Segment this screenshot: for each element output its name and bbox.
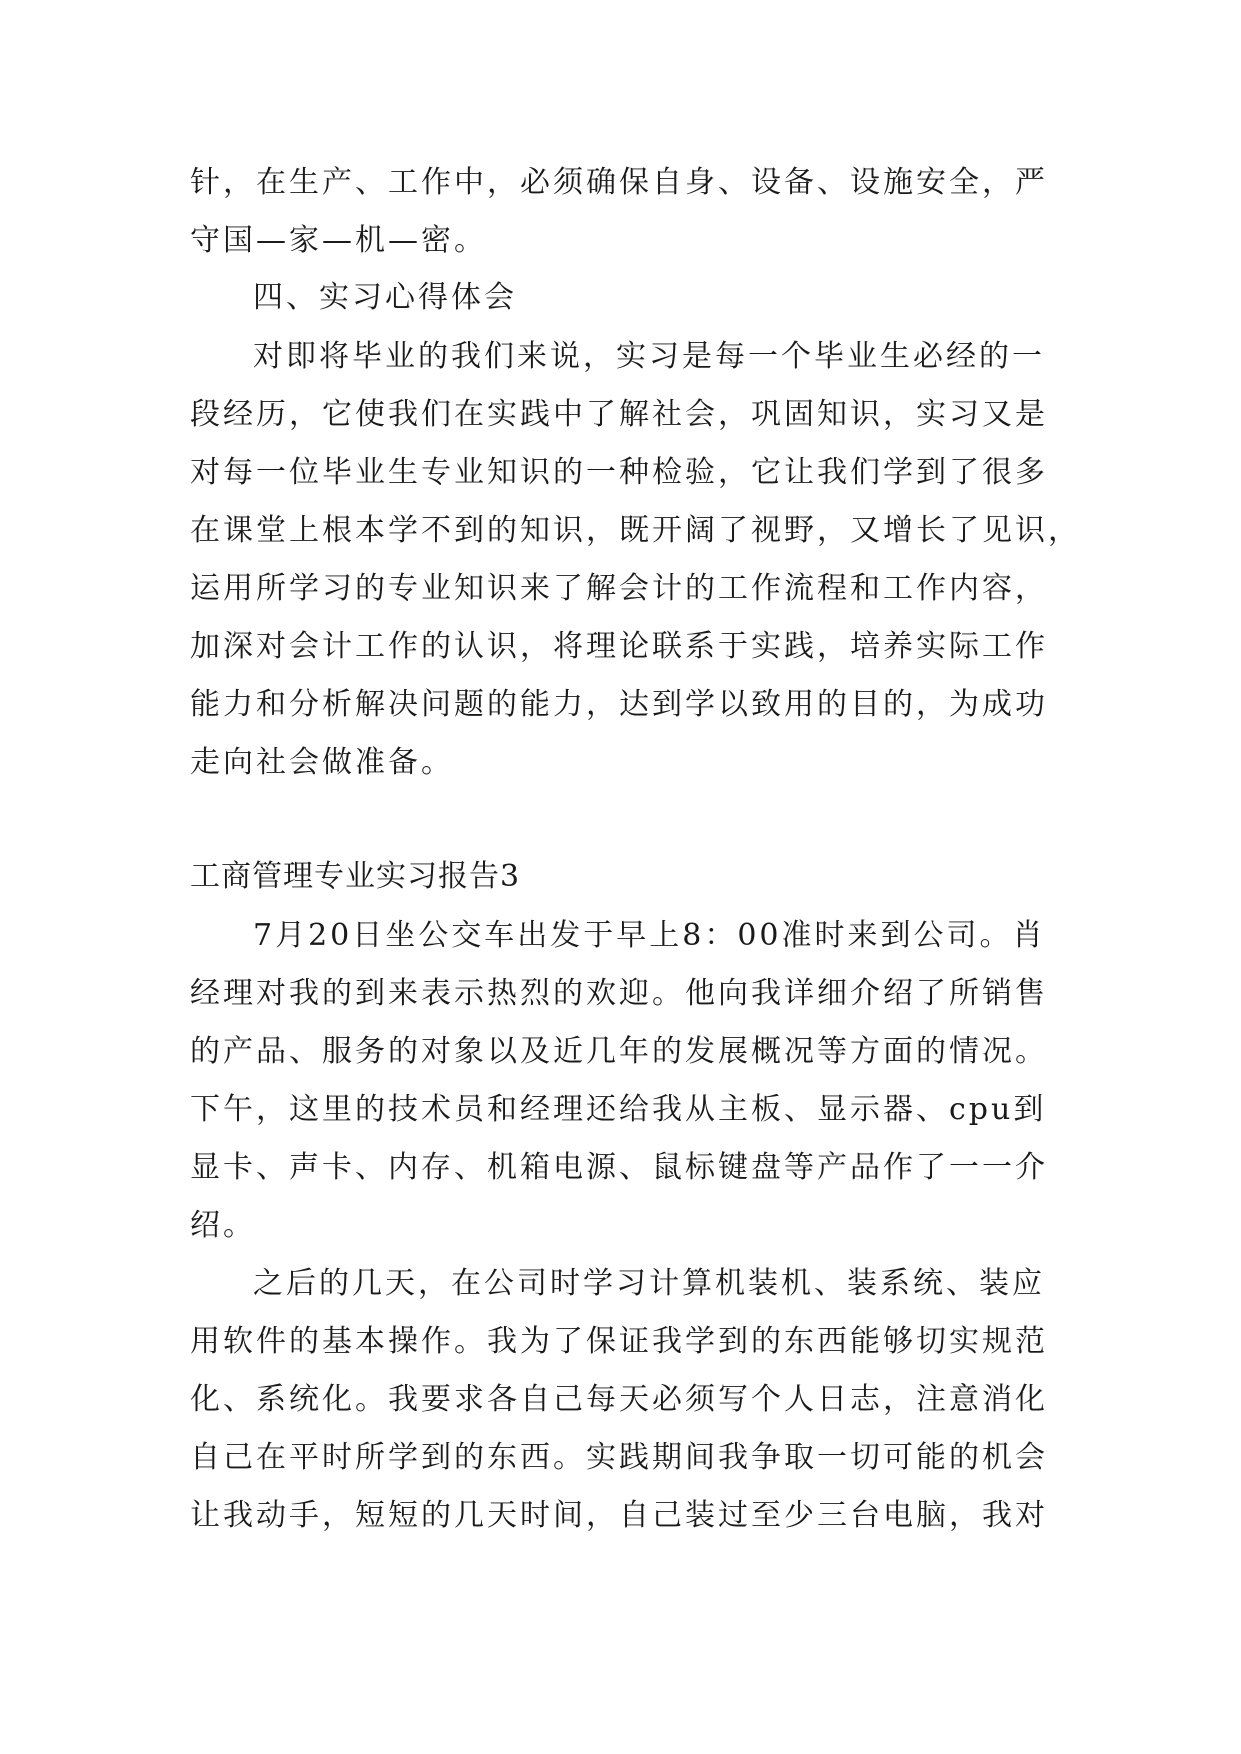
text-line: 对每一位毕业生专业知识的一种检验，它让我们学到了很多 — [190, 455, 1048, 490]
text-line: 绍。 — [190, 1208, 256, 1243]
text-line: 运用所学习的专业知识来了解会计的工作流程和工作内容， — [190, 571, 1048, 606]
text-line: 走向社会做准备。 — [190, 745, 454, 780]
text-line: 段经历，它使我们在实践中了解社会，巩固知识，实习又是 — [190, 397, 1048, 432]
text-line: 化、系统化。我要求各自己每天必须写个人日志，注意消化 — [190, 1382, 1048, 1417]
section-heading: 四、实习心得体会 — [253, 280, 517, 315]
text-line: 经理对我的到来表示热烈的欢迎。他向我详细介绍了所销售 — [190, 976, 1048, 1011]
text-line: 的产品、服务的对象以及近几年的发展概况等方面的情况。 — [190, 1034, 1048, 1069]
text-line: 7月20日坐公交车出发于早上8：00准时来到公司。肖 — [253, 918, 1046, 953]
text-line: 让我动手，短短的几天时间，自己装过至少三台电脑，我对 — [190, 1498, 1048, 1533]
text-line: 对即将毕业的我们来说，实习是每一个毕业生必经的一 — [253, 339, 1045, 374]
text-line: 自己在平时所学到的东西。实践期间我争取一切可能的机会 — [190, 1440, 1048, 1475]
text-line: 下午，这里的技术员和经理还给我从主板、显示器、cpu到 — [190, 1092, 1047, 1127]
text-line: 守国—家—机—密。 — [190, 223, 487, 258]
text-line: 在课堂上根本学不到的知识，既开阔了视野，又增长了见识， — [190, 513, 1081, 548]
text-line: 针，在生产、工作中，必须确保自身、设备、设施安全，严 — [190, 165, 1048, 200]
text-line: 用软件的基本操作。我为了保证我学到的东西能够切实规范 — [190, 1324, 1048, 1359]
text-line: 加深对会计工作的认识，将理论联系于实践，培养实际工作 — [190, 629, 1048, 664]
report-title: 工商管理专业实习报告3 — [190, 859, 521, 894]
text-line: 显卡、声卡、内存、机箱电源、鼠标键盘等产品作了一一介 — [190, 1150, 1048, 1185]
text-line: 能力和分析解决问题的能力，达到学以致用的目的，为成功 — [190, 687, 1048, 722]
text-line: 之后的几天，在公司时学习计算机装机、装系统、装应 — [253, 1266, 1045, 1301]
